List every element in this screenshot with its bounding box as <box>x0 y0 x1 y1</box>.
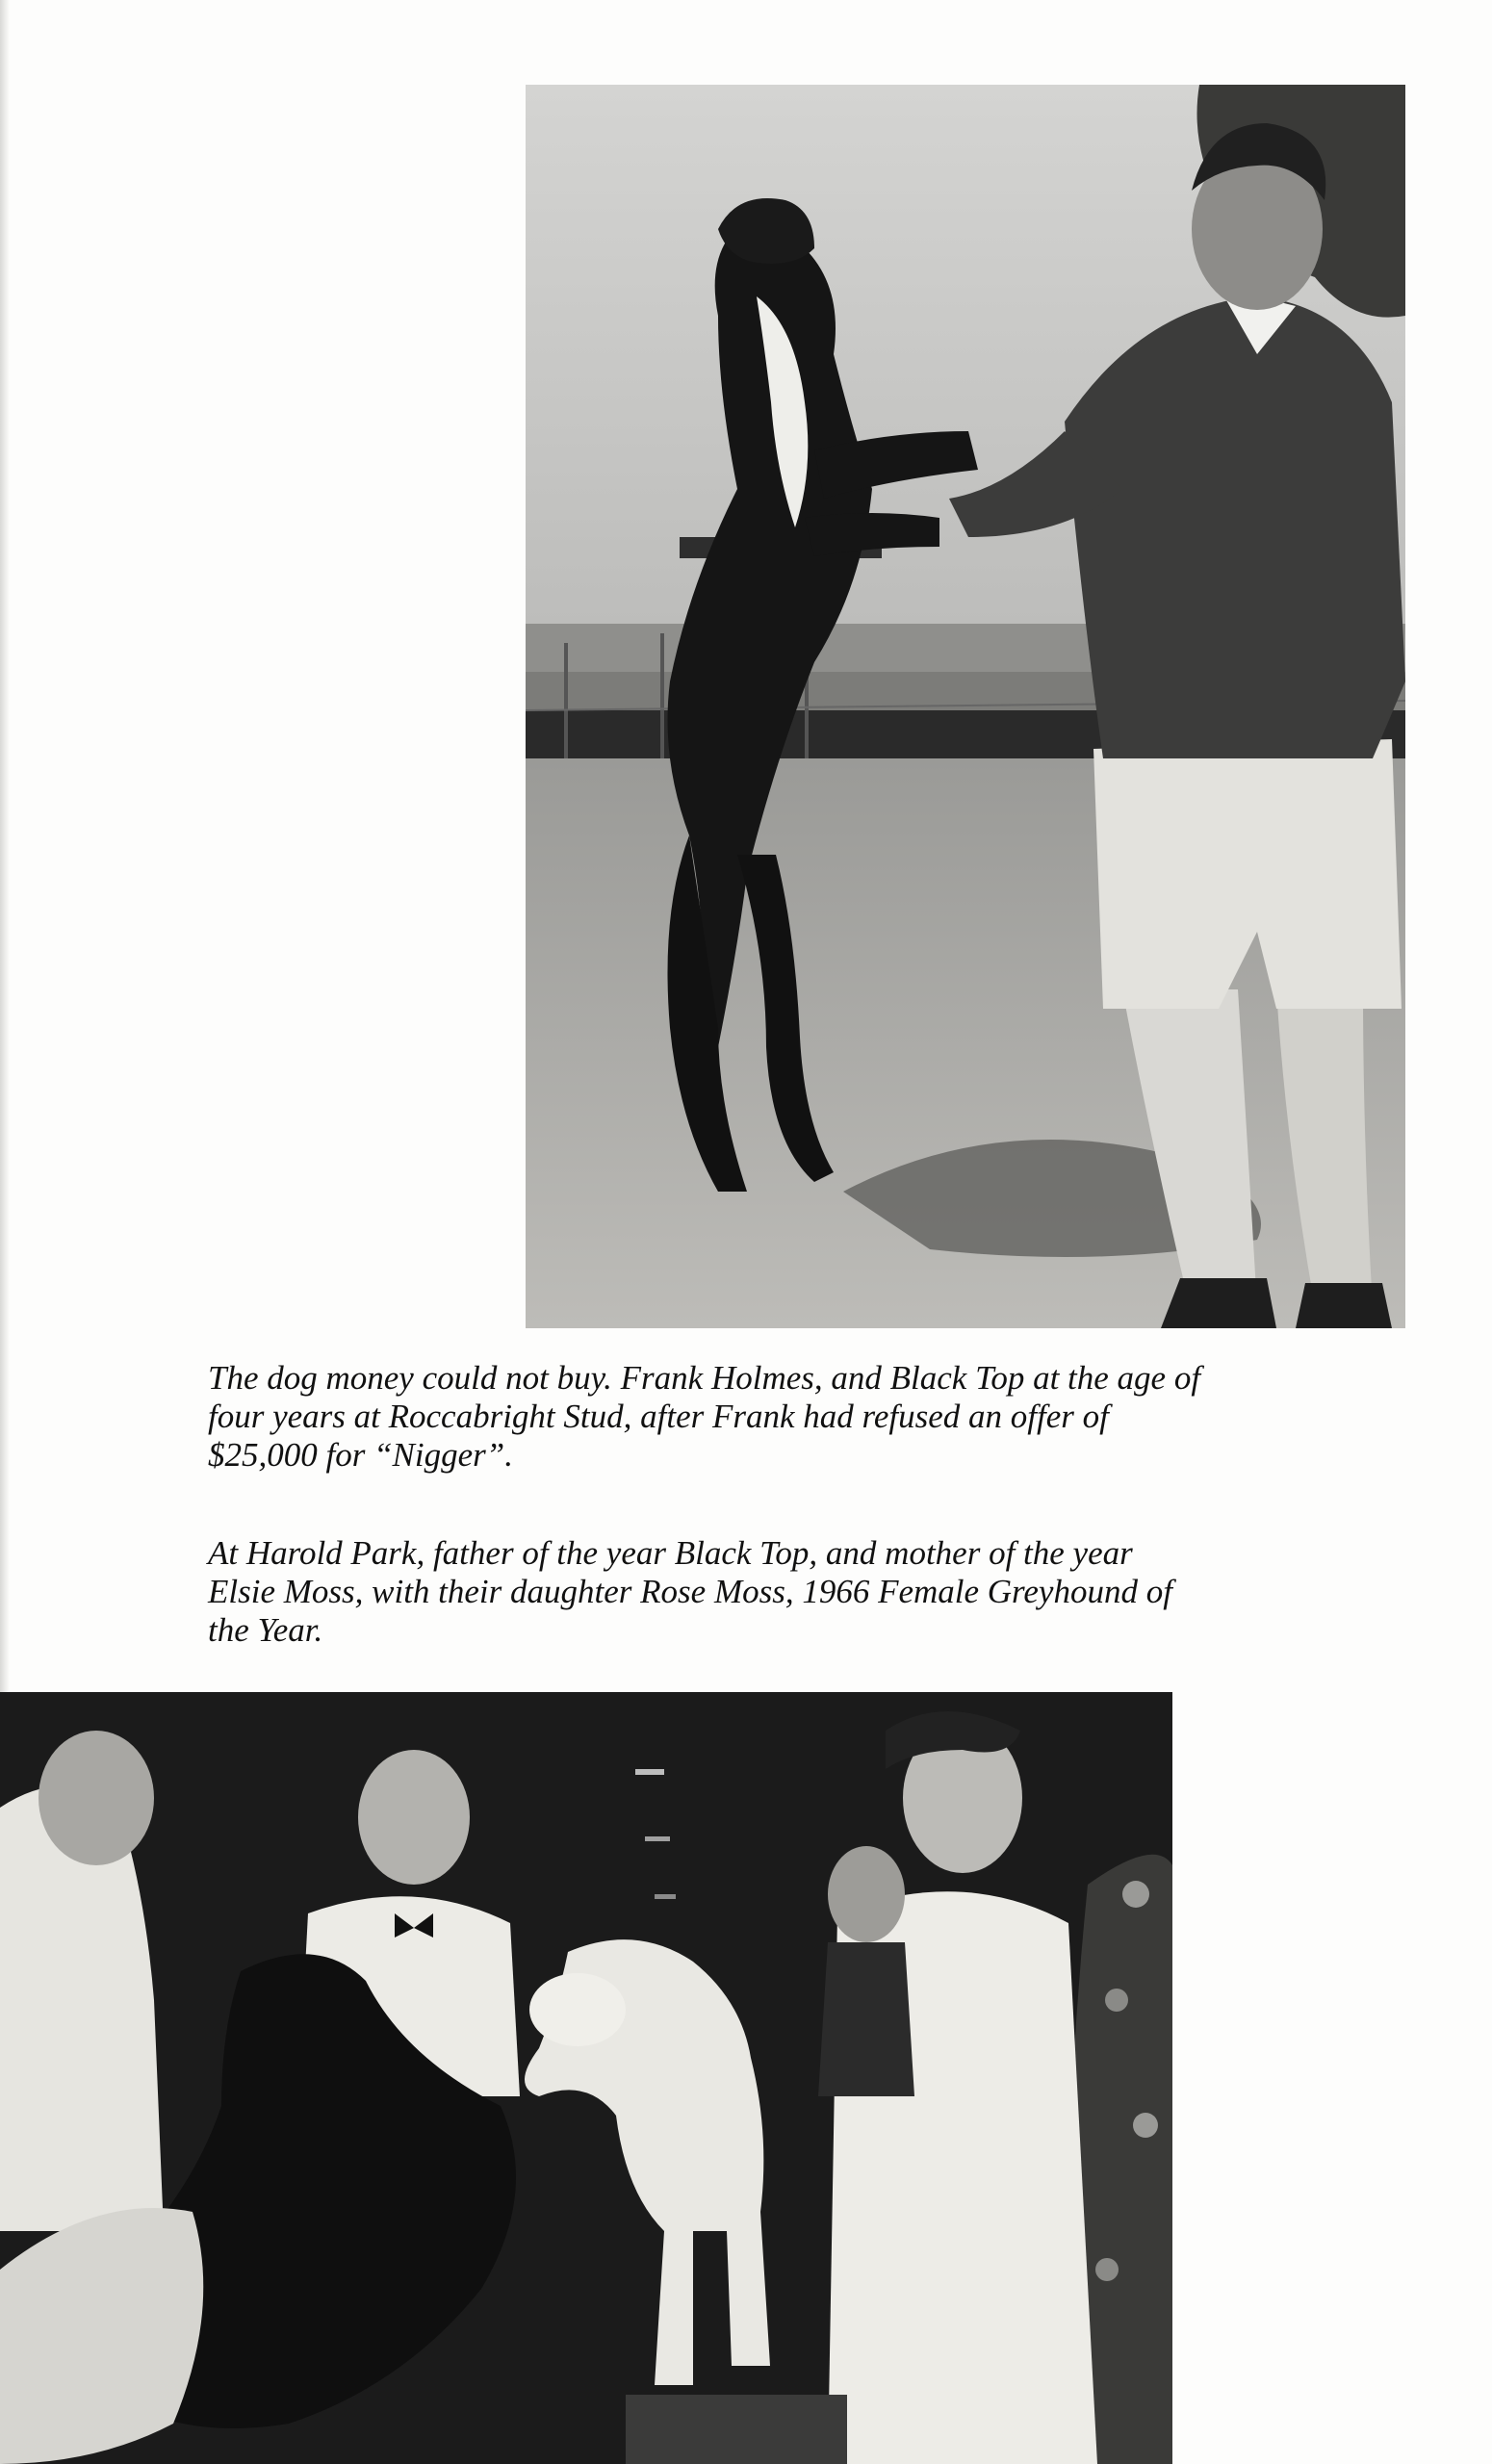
caption-black-top-frank-holmes <box>208 1359 1459 1475</box>
photo-man-with-greyhound <box>526 85 1405 1328</box>
photo-harold-park-presentation <box>0 1692 1172 2464</box>
photo-bottom-illustration <box>0 1692 1172 2464</box>
photo-top-illustration <box>526 85 1405 1328</box>
caption-1-line-1: The dog money could not buy. Frank Holmes, and Black Top at the age of <box>208 1359 1201 1397</box>
caption-2-line-1: At Harold Park, father of the year Black Top, and mother of the year <box>208 1534 1133 1572</box>
caption-harold-park <box>208 1534 1459 1650</box>
caption-1-line-2: four years at Roccabright Stud, after Frank had refused an offer of <box>208 1398 1109 1435</box>
caption-2-line-2: Elsie Moss, with their daughter Rose Moss, 1966 Female Greyhound of <box>208 1573 1172 1610</box>
caption-2-line-3: the Year. <box>208 1611 323 1649</box>
caption-1-line-3: $25,000 for “Nigger”. <box>208 1436 513 1474</box>
